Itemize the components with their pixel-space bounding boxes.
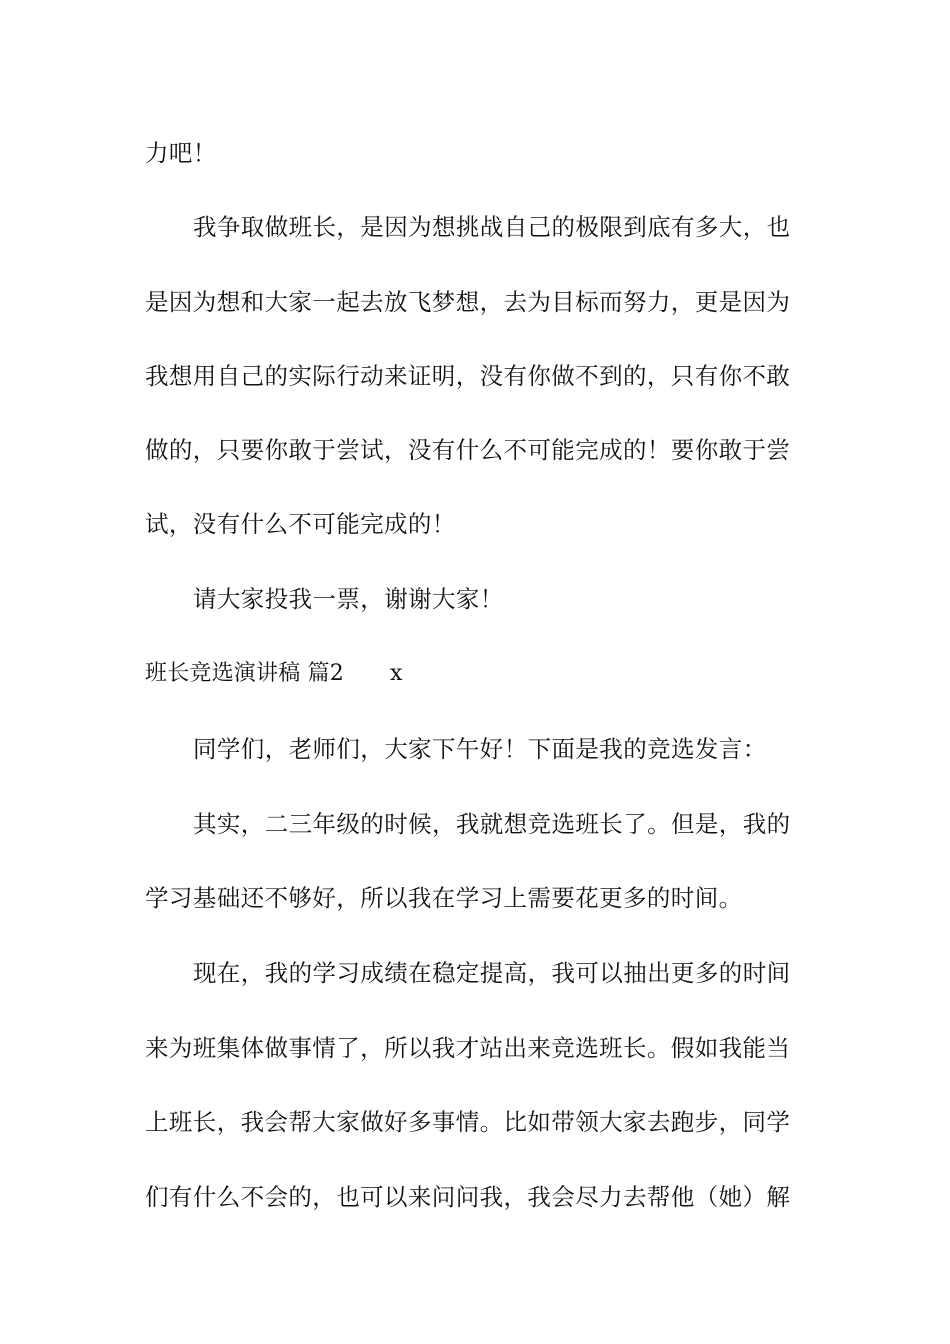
text-line: 其实，二三年级的时候，我就想竞选班长了。但是，我的 xyxy=(193,810,791,838)
text-line: 试，没有什么不可能完成的！ xyxy=(145,510,456,538)
text-line: 我想用自己的实际行动来证明，没有你做不到的，只有你不敢 xyxy=(145,362,791,390)
text-line: 请大家投我一票，谢谢大家！ xyxy=(193,585,504,613)
text-line: 力吧！ xyxy=(145,139,217,167)
text-line: 学习基础还不够好，所以我在学习上需要花更多的时间。 xyxy=(145,884,743,912)
section-heading-title: 班长竞选演讲稿 篇2 xyxy=(145,661,344,686)
text-line: 是因为想和大家一起去放飞梦想，去为目标而努力，更是因为 xyxy=(145,288,791,316)
text-line: 们有什么不会的，也可以来问问我，我会尽力去帮他（她）解 xyxy=(145,1183,791,1211)
text-line: 现在，我的学习成绩在稳定提高，我可以抽出更多的时间 xyxy=(193,959,791,987)
section-heading-mark: x xyxy=(390,661,403,686)
text-line: 来为班集体做事情了，所以我才站出来竞选班长。假如我能当 xyxy=(145,1034,791,1062)
section-heading xyxy=(145,659,403,689)
text-line: 同学们，老师们，大家下午好！下面是我的竞选发言： xyxy=(193,735,767,763)
text-line: 上班长，我会帮大家做好多事情。比如带领大家去跑步，同学 xyxy=(145,1108,791,1136)
text-line: 做的，只要你敢于尝试，没有什么不可能完成的！要你敢于尝 xyxy=(145,436,791,464)
text-line: 我争取做班长，是因为想挑战自己的极限到底有多大，也 xyxy=(193,213,791,241)
